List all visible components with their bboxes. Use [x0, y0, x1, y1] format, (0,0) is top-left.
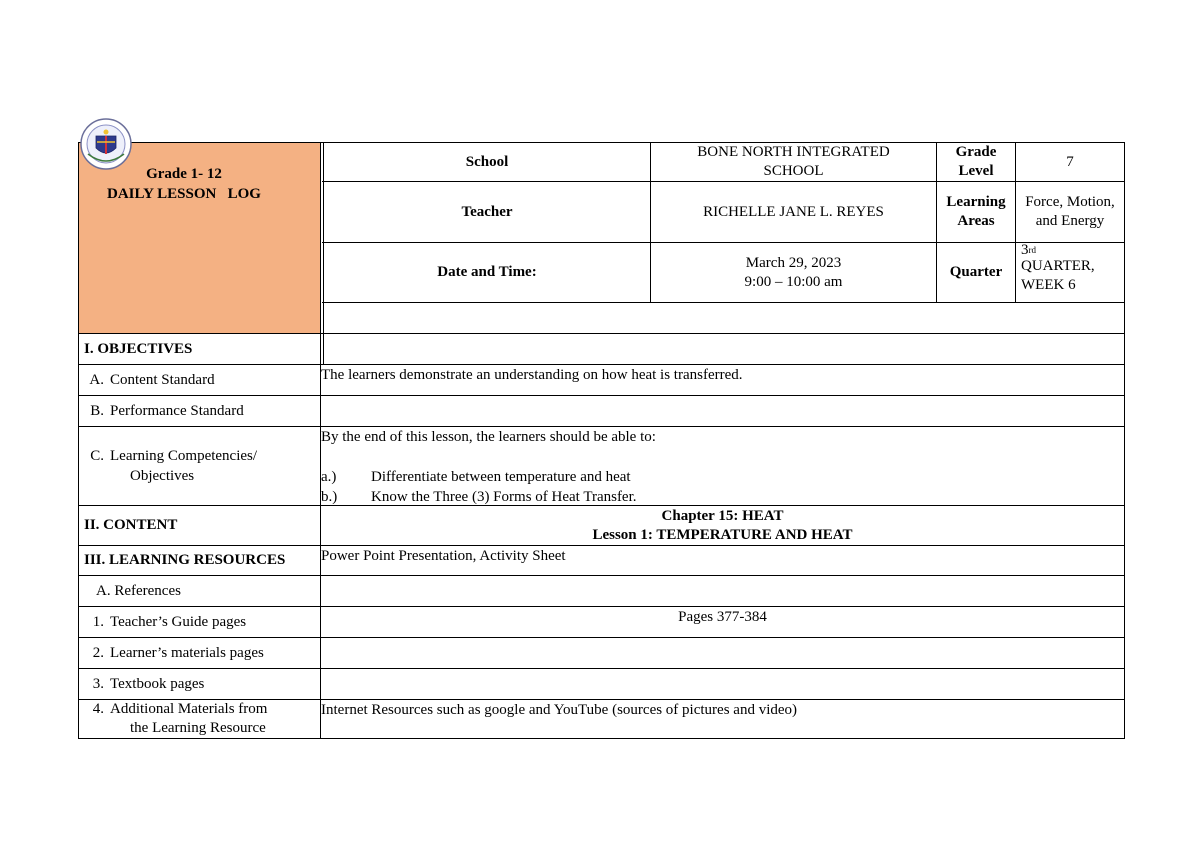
content-standard-value: The learners demonstrate an understanding on how heat is transferred.: [321, 367, 743, 383]
performance-standard-label: B. Performance Standard: [90, 402, 244, 419]
title-daily-lesson-log: DAILY LESSON LOG: [107, 186, 261, 202]
content-heading: II. CONTENT: [84, 517, 178, 533]
title-grade-range: Grade 1- 12: [146, 166, 222, 182]
learning-areas-value: Force, Motion, and Energy: [1025, 194, 1115, 229]
title-block: [78, 162, 320, 206]
grade-level-value: 7: [1066, 153, 1074, 170]
competency-item-a: a.) Differentiate between temperature and heat: [321, 469, 631, 485]
learners-materials-label: 2. Learner’s materials pages: [92, 644, 264, 661]
grade-level-label: Grade Level: [955, 144, 997, 179]
chapter-title: Chapter 15: HEAT: [661, 507, 784, 524]
date-time-value: March 29, 2023 9:00 – 10:00 am: [744, 254, 843, 290]
references-label: A. References: [96, 582, 181, 599]
competency-item-b: b.) Know the Three (3) Forms of Heat Transfer.: [321, 489, 637, 505]
teacher-label: Teacher: [461, 203, 513, 220]
lesson-title: Lesson 1: TEMPERATURE AND HEAT: [592, 526, 853, 543]
teachers-guide-value: Pages 377-384: [678, 609, 767, 625]
school-value: BONE NORTH INTEGRATED SCHOOL: [697, 144, 890, 179]
additional-materials-value: Internet Resources such as google and YouTube (sources of pictures and video): [321, 702, 798, 718]
date-time-label: Date and Time:: [437, 264, 537, 280]
learning-areas-label: Learning Areas: [946, 194, 1006, 229]
content-value: [321, 506, 1124, 545]
additional-materials-label: 4. Additional Materials from the Learning Resource: [92, 701, 268, 736]
resources-heading: III. LEARNING RESOURCES: [84, 552, 286, 568]
school-label: School: [465, 153, 509, 170]
resources-heading-value: Power Point Presentation, Activity Sheet: [321, 548, 566, 564]
objectives-heading: I. OBJECTIVES: [84, 340, 193, 357]
quarter-label: Quarter: [949, 264, 1003, 280]
competencies-label: C. Learning Competencies/ Objectives: [90, 448, 258, 484]
teacher-value: RICHELLE JANE L. REYES: [703, 203, 884, 220]
teachers-guide-label: 1. Teacher’s Guide pages: [92, 613, 247, 630]
textbook-pages-label: 3. Textbook pages: [92, 675, 205, 692]
competencies-value: By the end of this lesson, the learners should be able to: a.) Differentiate between temperature and heat b.) Know the Three (3) Forms of Heat Transfer.: [321, 427, 1121, 507]
content-standard-label: A. Content Standard: [89, 371, 215, 388]
quarter-value: 3rd QUARTER, WEEK 6: [1021, 242, 1095, 293]
